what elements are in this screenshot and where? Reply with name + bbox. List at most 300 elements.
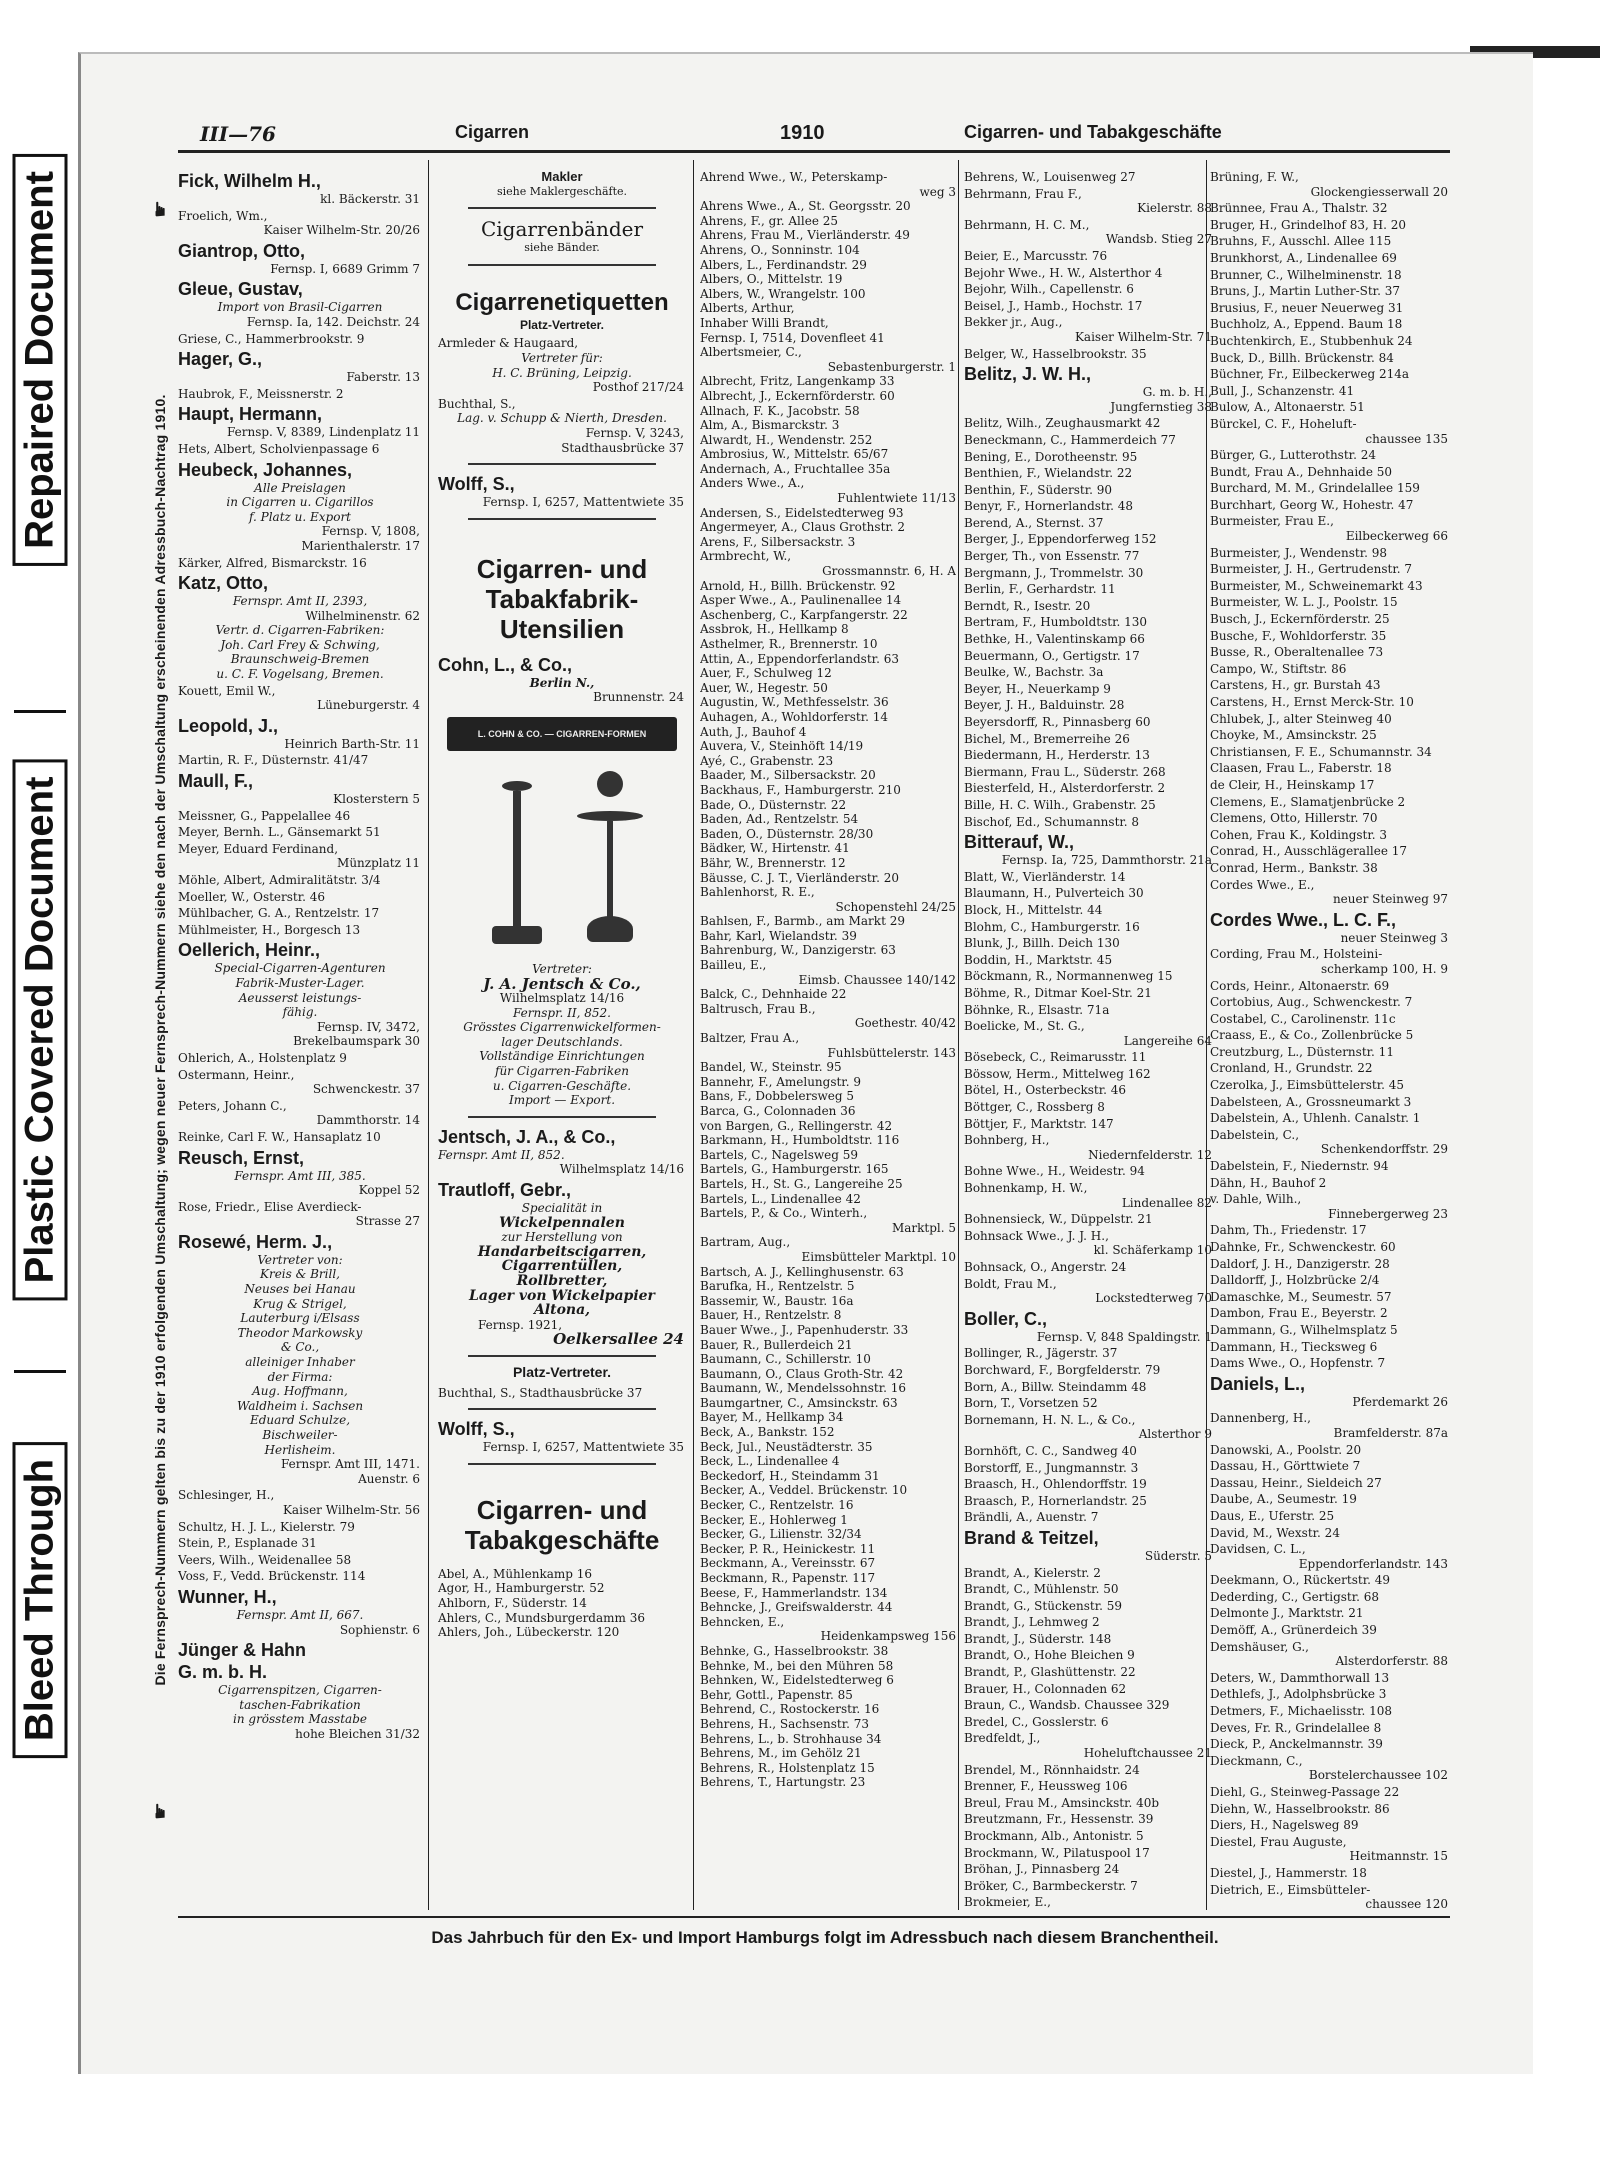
margin-note: Die Fernsprech-Nummern gelten bis zu der 1910 erfolgenden Umschaltung; wegen neuer Fernsprech-Nummern siehe den nach der Umschaltung erscheinenden Adressbuch-Nachtrag 1910. xyxy=(152,394,168,1686)
entry-text: Beyer, H., Neuerkamp 9 xyxy=(964,681,1111,696)
directory-entry: Bahlsen, F., Barmb., am Markt 29 xyxy=(700,914,905,929)
entry-text: Bulow, A., Altonaerstr. 51 xyxy=(1210,400,1365,415)
directory-entry xyxy=(964,516,1214,531)
entry-text: Detmers, F., Michaelisstr. 108 xyxy=(1210,1704,1393,1719)
directory-entry xyxy=(964,1277,1214,1306)
directory-entry xyxy=(964,1779,1214,1794)
entry-text: Brandt, A., Kielerstr. 2 xyxy=(964,1565,1101,1580)
separator xyxy=(468,1463,656,1465)
entry-text: Dahm, Th., Friedenstr. 17 xyxy=(1210,1223,1367,1238)
entry-text: Dieck, P., Anckelmannstr. 39 xyxy=(1210,1737,1383,1752)
directory-entry: Behrens, R., Holstenplatz 15 xyxy=(700,1760,875,1775)
directory-entry: Bähr, W., Brennerstr. 12 xyxy=(700,855,846,870)
directory-entry xyxy=(1210,695,1450,710)
directory-entry: Arens, F., Silbersackstr. 3 xyxy=(700,534,856,549)
entry-name: Daniels, L., xyxy=(1210,1373,1306,1394)
entry-text: Meyer, Bernh. L., Gänsemarkt 51 xyxy=(178,825,381,840)
directory-entry: Bahr, Karl, Wielandstr. 39 xyxy=(700,928,857,943)
entry-address: Dammthorstr. 14 xyxy=(316,1113,420,1128)
directory-entry: Bädker, W., Hirtenstr. 41 xyxy=(700,841,850,856)
entry-text: Beyer, J. H., Balduinstr. 28 xyxy=(964,698,1125,713)
directory-entry xyxy=(1210,629,1450,644)
entry-text: Bornemann, H. N. L., & Co., xyxy=(964,1412,1136,1427)
directory-entry xyxy=(1210,1526,1450,1541)
entry-text: Boddin, H., Marktstr. 45 xyxy=(964,952,1113,967)
directory-entry xyxy=(1210,844,1450,859)
entry-text: Berger, Th., von Essenstr. 77 xyxy=(964,549,1140,564)
entry-note: Krug & Strigel, xyxy=(253,1296,347,1311)
entry-text: Delmonte J., Marktstr. 21 xyxy=(1210,1606,1364,1621)
directory-entry xyxy=(964,1308,1214,1345)
entry-text: Borstorff, E., Jungmannstr. 3 xyxy=(964,1460,1139,1475)
entry-note: Joh. Carl Frey & Schwing, xyxy=(220,637,380,652)
directory-entry xyxy=(1210,1640,1450,1669)
entry-text: Bohnenkamp, H. W., xyxy=(964,1181,1088,1196)
directory-entry xyxy=(964,765,1214,780)
directory-entry: Augustin, W., Methfesselstr. 36 xyxy=(700,695,889,710)
directory-entry xyxy=(178,753,422,768)
directory-entry: Behrend, C., Rostockerstr. 16 xyxy=(700,1702,880,1717)
directory-entry: Allnach, F. K., Jacobstr. 58 xyxy=(700,403,860,418)
directory-entry xyxy=(1210,481,1450,496)
directory-entry xyxy=(964,1083,1214,1098)
directory-entry xyxy=(178,809,422,824)
entry-note: Fernspr. Amt III, 385. xyxy=(234,1168,366,1183)
directory-entry xyxy=(964,665,1214,680)
entry-text: Bösebeck, C., Reimarusstr. 11 xyxy=(964,1050,1147,1065)
directory-entry: Albrecht, J., Eckernförderstr. 60 xyxy=(700,388,895,403)
directory-entry xyxy=(964,1444,1214,1459)
directory-entry xyxy=(1210,1606,1450,1621)
entry-text: Carstens, H., gr. Burstah 43 xyxy=(1210,678,1381,693)
entry-text: Berger, J., Eppendorferweg 152 xyxy=(964,532,1157,547)
entry-text: Bekker jr., Aug., xyxy=(964,315,1063,330)
directory-entry: Arnold, H., Billh. Brückenstr. 92 xyxy=(700,578,896,593)
directory-entry xyxy=(178,770,422,807)
entry-address: Lockstedterweg 70 xyxy=(1095,1291,1212,1306)
directory-entry xyxy=(1210,1411,1450,1440)
directory-entry xyxy=(1210,234,1450,249)
directory-entry xyxy=(1210,1045,1450,1060)
directory-entry: Balck, C., Dehnhaide 22 xyxy=(700,987,847,1002)
directory-entry xyxy=(178,170,422,207)
directory-entry xyxy=(1210,367,1450,382)
page-header xyxy=(200,118,1450,154)
directory-entry xyxy=(1210,448,1450,463)
entry-address: Kielerstr. 88 xyxy=(1137,201,1212,216)
entry-address: Sophienstr. 6 xyxy=(339,1622,420,1637)
entry-note: Rollbretter, xyxy=(516,1273,608,1289)
entry-text: Craass, E., & Co., Zollenbrücke 5 xyxy=(1210,1028,1414,1043)
directory-entry: Bartels, H., St. G., Langereihe 25 xyxy=(700,1176,903,1191)
column-5 xyxy=(1210,170,1450,1910)
entry-address: Schenkendorffstr. 29 xyxy=(1320,1142,1448,1157)
directory-entry xyxy=(178,1130,422,1145)
entry-text: Biesterfeld, H., Alsterdorferstr. 2 xyxy=(964,781,1166,796)
entry-text: Berndt, R., Isestr. 20 xyxy=(964,598,1091,613)
directory-entry xyxy=(964,1731,1214,1760)
directory-entry xyxy=(964,1698,1214,1713)
entry-text: Ostermann, Heinr., xyxy=(178,1067,295,1082)
entry-note: Specialität in xyxy=(521,1201,603,1216)
entry-text: Burmeister, M., Schweinemarkt 43 xyxy=(1210,578,1423,593)
directory-entry xyxy=(1210,1061,1450,1076)
lamp-stand-right xyxy=(597,771,623,797)
directory-entry: Fuhlsbüttelerstr. 143 xyxy=(827,1045,956,1060)
directory-entry: Beck, A., Bankstr. 152 xyxy=(700,1425,835,1440)
entry-address: chaussee 120 xyxy=(1365,1897,1448,1910)
entry-name: Haupt, Hermann, xyxy=(178,404,323,425)
entry-note: u. C. F. Vogelsang, Bremen. xyxy=(216,667,384,682)
entry-note: Fernspr. II, 852. xyxy=(513,1005,611,1020)
side-divider xyxy=(14,1370,66,1373)
entry-name: Jentsch, J. A., & Co., xyxy=(438,1126,616,1147)
entry-address: hohe Bleichen 31/32 xyxy=(295,1726,420,1741)
entry-note: Alle Preislagen xyxy=(254,480,346,495)
directory-entry: Backhaus, F., Hamburgerstr. 210 xyxy=(700,782,901,797)
directory-entry xyxy=(178,348,422,385)
entry-text: Burchard, M. M., Grindelallee 159 xyxy=(1210,481,1420,496)
directory-entry: Albers, O., Mittelstr. 19 xyxy=(700,272,843,287)
directory-entry xyxy=(964,1461,1214,1476)
directory-entry xyxy=(1210,1078,1450,1093)
entry-name: Heubeck, Johannes, xyxy=(178,459,353,480)
directory-entry: Abel, A., Mühlenkamp 16 xyxy=(438,1566,593,1581)
directory-entry: Bauer, H., Rentzelstr. 8 xyxy=(700,1308,842,1323)
directory-entry xyxy=(964,282,1214,297)
directory-entry: Anders Wwe., A., xyxy=(700,476,805,491)
directory-entry xyxy=(964,1117,1214,1132)
directory-entry xyxy=(964,831,1214,868)
directory-entry xyxy=(1210,546,1450,561)
directory-entry: Beckmann, R., Papenstr. 117 xyxy=(700,1571,876,1585)
directory-entry: Heidenkampsweg 156 xyxy=(820,1629,956,1644)
entry-text: Clemens, E., Slamatjenbrücke 2 xyxy=(1210,794,1406,809)
directory-entry: Alm, A., Bismarckstr. 3 xyxy=(700,418,840,433)
directory-entry xyxy=(1210,979,1450,994)
directory-entry: Alberts, Arthur, xyxy=(700,301,795,316)
directory-entry xyxy=(1210,301,1450,316)
entry-text: Peters, Johann C., xyxy=(178,1098,287,1113)
directory-entry: Grossmannstr. 6, H. A xyxy=(822,564,956,579)
entry-note: Lager von Wickelpapier xyxy=(469,1287,655,1304)
side-divider xyxy=(14,710,66,713)
directory-entry xyxy=(964,549,1214,564)
entry-address: Pferdemarkt 26 xyxy=(1352,1394,1448,1409)
directory-entry xyxy=(178,240,422,277)
directory-entry: Ahrens, Frau M., Vierländerstr. 49 xyxy=(700,228,910,243)
directory-entry xyxy=(964,903,1214,918)
directory-entry: Bauer, R., Bullerdeich 21 xyxy=(700,1337,853,1352)
entry-text: Deekmann, O., Rückertstr. 49 xyxy=(1210,1573,1391,1588)
entry-text: Dederding, C., Gertigstr. 68 xyxy=(1210,1589,1380,1604)
directory-entry xyxy=(964,1599,1214,1614)
directory-entry xyxy=(1210,645,1450,660)
directory-entry: Auhagen, A., Wohldorferstr. 14 xyxy=(700,709,889,724)
directory-entry xyxy=(964,363,1214,414)
directory-entry: Baden, O., Düsternstr. 28/30 xyxy=(700,826,874,841)
entry-text: Brokmeier, E., xyxy=(964,1895,1051,1910)
directory-entry: Eimsbütteler Marktpl. 10 xyxy=(801,1249,956,1264)
entry-name: Leopold, J., xyxy=(178,715,279,736)
entry-note: Waldheim i. Sachsen xyxy=(236,1398,364,1413)
directory-entry xyxy=(178,1051,422,1066)
directory-entry xyxy=(178,278,422,329)
directory-entry xyxy=(178,332,422,347)
directory-entry: Asper Wwe., A., Paulinenallee 14 xyxy=(700,593,902,608)
entry-name: Cordes Wwe., L. C. F., xyxy=(1210,909,1397,930)
entry-text: Biermann, Frau L., Süderstr. 268 xyxy=(964,764,1166,779)
entry-address: Fernsp. Ia, 725, Dammthorstr. 21a xyxy=(1001,853,1212,868)
entry-text: Beneckmann, C., Hammerdeich 77 xyxy=(964,432,1176,447)
directory-entry xyxy=(964,433,1214,448)
entry-address: Wandsb. Stieg 27 xyxy=(1105,232,1212,247)
entry-text: Burmeister, J., Wendenstr. 98 xyxy=(1210,545,1388,560)
directory-entry xyxy=(964,1895,1214,1910)
entry-address: Wilhelmsplatz 14/16 xyxy=(499,991,625,1006)
header-left-title: Cigarren xyxy=(455,122,530,142)
entry-text: Moeller, W., Osterstr. 46 xyxy=(178,889,326,904)
entry-address: Strasse 27 xyxy=(355,1214,420,1229)
lamp-stand-left xyxy=(492,926,542,944)
column-3 xyxy=(700,170,956,1910)
entry-note: Lauterburg i/Elsass xyxy=(240,1311,360,1326)
entry-text: Chlubek, J., alter Steinweg 40 xyxy=(1210,711,1392,726)
entry-name: Maull, F., xyxy=(178,771,254,792)
entry-text: Mühlmeister, H., Borgesch 13 xyxy=(178,922,361,937)
directory-entry xyxy=(1210,1754,1450,1783)
directory-entry: Bassemir, W., Baustr. 16a xyxy=(700,1293,854,1308)
directory-entry: Behnke, G., Hasselbrookstr. 38 xyxy=(700,1643,889,1658)
entry-text: Meyer, Eduard Ferdinand, xyxy=(178,841,339,856)
entry-text: Brandt, G., Stückenstr. 59 xyxy=(964,1598,1123,1613)
entry-text: Voss, F., Vedd. Brückenstr. 114 xyxy=(178,1569,366,1584)
directory-entry xyxy=(1210,712,1450,727)
directory-entry xyxy=(964,698,1214,713)
directory-entry: Ahrens, O., Sonninstr. 104 xyxy=(700,242,860,257)
directory-entry xyxy=(1210,947,1450,976)
side-labels xyxy=(0,100,80,1740)
entry-name: G. m. b. H. xyxy=(178,1662,268,1683)
entry-text: Dabelstein, A., Uhlenh. Canalstr. 1 xyxy=(1210,1111,1421,1126)
directory-entry xyxy=(964,1050,1214,1065)
directory-entry xyxy=(178,1099,422,1128)
entry-text: Brandt, J., Süderstr. 148 xyxy=(964,1631,1112,1646)
directory-entry xyxy=(1210,1356,1450,1371)
directory-entry xyxy=(178,459,422,554)
directory-entry xyxy=(1210,1223,1450,1238)
directory-entry xyxy=(1210,828,1450,843)
directory-entry: Bauer Wwe., J., Papenhuderstr. 33 xyxy=(700,1322,909,1337)
entry-address: Fernsp. V, 8389, Lindenplatz 11 xyxy=(226,425,420,440)
directory-entry xyxy=(964,870,1214,885)
page-number: III—76 xyxy=(200,122,276,146)
entry-text: Bröhan, J., Pinnasberg 24 xyxy=(964,1862,1120,1877)
directory-entry: Behrens, T., Hartungstr. 23 xyxy=(700,1775,866,1790)
directory-entry xyxy=(1210,1240,1450,1255)
directory-entry xyxy=(964,1346,1214,1361)
entry-address: Bramfelderstr. 87a xyxy=(1333,1425,1448,1440)
entry-address: Eppendorferlandstr. 143 xyxy=(1298,1556,1448,1571)
entry-text: Martin, R. F., Düsternstr. 41/47 xyxy=(178,753,369,768)
directory-entry xyxy=(1210,612,1450,627)
header-rule xyxy=(178,150,1450,153)
directory-entry xyxy=(964,649,1214,664)
entry-text: Rose, Friedr., Elise Averdieck- xyxy=(178,1199,362,1214)
directory-entry xyxy=(1210,1159,1450,1174)
directory-entry xyxy=(1210,795,1450,810)
directory-entry xyxy=(1210,1459,1450,1474)
entry-address: Hoheluftchaussee 21 xyxy=(1083,1746,1212,1761)
directory-entry xyxy=(1210,878,1450,907)
entry-text: Belitz, Wilh., Zeughausmarkt 42 xyxy=(964,416,1161,431)
entry-text: Brunkhorst, A., Lindenallee 69 xyxy=(1210,250,1397,265)
entry-text: Dabelsteen, A., Grossneumarkt 3 xyxy=(1210,1094,1412,1109)
entry-name: Trautloff, Gebr., xyxy=(438,1180,572,1201)
entry-text: Dammann, G., Wilhelmsplatz 5 xyxy=(1210,1322,1398,1337)
entry-text: Stein, P., Esplanade 31 xyxy=(178,1536,317,1551)
entry-text: Bruhns, F., Ausschl. Allee 115 xyxy=(1210,234,1392,249)
separator xyxy=(468,264,656,266)
directory-entry xyxy=(964,299,1214,314)
entry-text: Büchner, Fr., Eilbeckerweg 214a xyxy=(1210,367,1410,382)
directory-entry xyxy=(178,1200,422,1229)
directory-entry: Ahlers, Joh., Lübeckerstr. 120 xyxy=(438,1625,620,1640)
entry-address: Fernsp. Ia, 142. Deichstr. 24 xyxy=(246,314,420,329)
directory-entry xyxy=(1210,1128,1450,1157)
entry-text: Meissner, G., Pappelallee 46 xyxy=(178,808,351,823)
entry-text: Brüning, F. W., xyxy=(1210,170,1299,184)
entry-address: Lüneburgerstr. 4 xyxy=(317,698,420,713)
entry-note: Vertreter für: xyxy=(521,350,603,365)
directory-entry: Auer, F., Schulweg 12 xyxy=(700,666,832,681)
entry-text: Braasch, P., Hornerlandstr. 25 xyxy=(964,1493,1147,1508)
entry-text: Cordes Wwe., E., xyxy=(1210,877,1315,892)
entry-name: Fick, Wilhelm H., xyxy=(178,171,321,191)
directory-entry xyxy=(178,1520,422,1535)
entry-note: alleiniger Inhaber xyxy=(245,1355,355,1370)
entry-text: Busse, R., Oberaltenallee 73 xyxy=(1210,645,1384,660)
directory-entry: Bartsch, A. J., Kellinghusenstr. 63 xyxy=(700,1264,904,1279)
directory-entry: Baltzer, Frau A., xyxy=(700,1031,800,1046)
entry-text: Dabelstein, C., xyxy=(1210,1127,1300,1142)
entry-text: Biedermann, H., Herderstr. 13 xyxy=(964,748,1150,763)
directory-entry: Bartels, C., Nagelsweg 59 xyxy=(700,1147,859,1162)
entry-wolff xyxy=(438,1418,686,1455)
entry-text: Behrmann, H. C. M., xyxy=(964,217,1090,232)
directory-entry xyxy=(964,953,1214,968)
directory-entry: Goethestr. 40/42 xyxy=(854,1016,956,1031)
directory-entry xyxy=(964,615,1214,630)
directory-entry xyxy=(964,1510,1214,1525)
directory-entry xyxy=(1210,201,1450,216)
entry-text: Dassau, Heinr., Sieldeich 27 xyxy=(1210,1475,1382,1490)
entry-address: Koppel 52 xyxy=(358,1183,420,1198)
entry-text: Diehl, G., Steinweg-Passage 22 xyxy=(1210,1785,1400,1799)
entry-name: Oellerich, Heinr., xyxy=(178,940,321,961)
directory-entry xyxy=(1210,268,1450,283)
directory-entry: Albrecht, Fritz, Langenkamp 33 xyxy=(700,374,895,389)
entry-text: Bruger, H., Grindelhof 83, H. 20 xyxy=(1210,217,1407,232)
entry-text: Berlin, F., Gerhardstr. 11 xyxy=(964,582,1116,597)
entry-note: Fernspr. Amt II, 667. xyxy=(236,1607,364,1622)
entry-address: Fernsp. I, 6257, Mattentwiete 35 xyxy=(482,495,684,510)
entry-text: Böckmann, R., Normannenweg 15 xyxy=(964,969,1173,984)
directory-entry xyxy=(1210,778,1450,793)
directory-entry xyxy=(964,1879,1214,1894)
directory-entry xyxy=(1210,562,1450,577)
entry-name: Giantrop, Otto, xyxy=(178,240,305,261)
entry-text: Veers, Wilh., Weidenallee 58 xyxy=(178,1552,352,1567)
entry-note: Cigarrenspitzen, Cigarren- xyxy=(218,1683,382,1698)
directory-entry xyxy=(964,1527,1214,1564)
directory-entry xyxy=(964,1648,1214,1663)
directory-entry: Bahrenburg, W., Danzigerstr. 63 xyxy=(700,943,896,958)
directory-entry xyxy=(1210,351,1450,366)
entry-address: Klosterstern 5 xyxy=(333,792,420,807)
directory-entry xyxy=(964,1019,1214,1048)
directory-entry xyxy=(178,906,422,921)
directory-entry: Behrens, L., b. Strohhause 34 xyxy=(700,1731,882,1746)
entry-text: Brandt, C., Mühlenstr. 50 xyxy=(964,1582,1119,1597)
entry-note: Bischweiler- xyxy=(262,1428,338,1442)
entry-text: Dietrich, E., Eimsbütteler- xyxy=(1210,1882,1371,1897)
entry-text: Blohm, C., Hamburgerstr. 16 xyxy=(964,919,1140,934)
directory-entry xyxy=(964,1615,1214,1630)
entry-text: Conrad, Herm., Bankstr. 38 xyxy=(1210,860,1378,875)
column-2 xyxy=(438,170,686,1910)
entry-address: Kaiser Wilhelm-Str. 71 xyxy=(1074,329,1212,344)
entry-note: Import von Brasil-Cigarren xyxy=(217,300,383,315)
directory-entry xyxy=(1210,1340,1450,1355)
directory-entry xyxy=(1210,1323,1450,1338)
entry-note: Fernspr. Amt II, 2393, xyxy=(232,594,368,609)
entry-address: Jungfernstieg 38 xyxy=(1110,399,1212,414)
directory-entry: Beck, L., Lindenallee 4 xyxy=(700,1454,840,1469)
entry-note: Lag. v. Schupp & Nierth, Dresden. xyxy=(457,411,667,426)
entry-text: Brandt, P., Glashüttenstr. 22 xyxy=(964,1665,1136,1680)
entry-name: Cohn, L., & Co., xyxy=(438,654,572,675)
directory-entry: Attin, A., Eppendorferlandstr. 63 xyxy=(700,651,899,666)
entry-address: neuer Steinweg 97 xyxy=(1332,892,1448,907)
directory-entry xyxy=(1210,1476,1450,1491)
directory-entry xyxy=(964,1494,1214,1509)
directory-entry: Fuhlentwiete 11/13 xyxy=(837,491,956,506)
entry-text: Daus, E., Uferstr. 25 xyxy=(1210,1508,1335,1523)
entry-text: Boelicke, M., St. G., xyxy=(964,1019,1085,1034)
entry-text: Haubrok, F., Meissnerstr. 2 xyxy=(178,386,344,401)
directory-entry: Becker, C., Rentzelstr. 16 xyxy=(700,1498,854,1513)
entry-address: kl. Bäckerstr. 31 xyxy=(320,192,420,206)
entry-note: Aug. Hoffmann, xyxy=(252,1384,348,1399)
entry-text: Bohnsack, O., Angerstr. 24 xyxy=(964,1260,1127,1274)
entry-text: Bohne Wwe., H., Weidestr. 94 xyxy=(964,1164,1145,1179)
entry-address: Schwenckestr. 37 xyxy=(312,1082,420,1097)
directory-entry xyxy=(178,1639,422,1741)
directory-entry xyxy=(964,715,1214,730)
directory-entry xyxy=(964,599,1214,614)
entry-text: Bertram, F., Humboldtstr. 130 xyxy=(964,615,1148,630)
entry-text: Buchtenkirch, E., Stubbenhuk 24 xyxy=(1210,333,1413,348)
directory-entry: Ahrens Wwe., A., St. Georgsstr. 20 xyxy=(700,199,911,214)
entry-address: Fernsp. I, 6689 Grimm 7 xyxy=(270,261,420,276)
directory-entry: Behrens, H., Sachsenstr. 73 xyxy=(700,1716,870,1731)
entry-name: Hager, G., xyxy=(178,349,263,370)
entry-text: Dammann, H., Tiecksweg 6 xyxy=(1210,1339,1378,1354)
directory-entry: Eimsb. Chaussee 140/142 xyxy=(798,972,956,987)
directory-entry xyxy=(1210,1095,1450,1110)
entry-name: Wolff, S., xyxy=(438,474,515,495)
